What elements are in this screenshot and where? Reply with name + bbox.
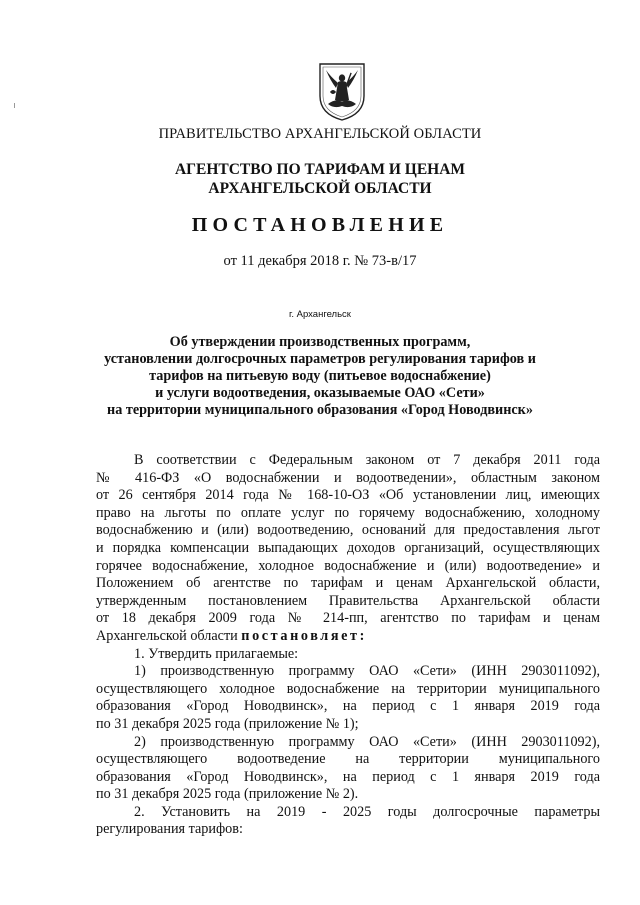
- agency-name: [0, 160, 640, 198]
- body-line: от 26 сентября 2014 года № 168-10-ОЗ «Об установлении лиц, имеющих: [96, 487, 600, 504]
- item-1-2-line: образования «Город Новодвинск», на период с 1 января 2019 года: [96, 768, 600, 785]
- title-line: и услуги водоотведения, оказываемые ОАО «Сети»: [155, 385, 485, 401]
- title-line: Об утверждении производственных программ,: [169, 334, 471, 350]
- scan-margin-mark: [14, 103, 15, 108]
- title-line: на территории муниципального образования «Город Новодвинск»: [107, 402, 533, 418]
- body-line: Положением об агентстве по тарифам и ценам Архангельской области,: [96, 575, 600, 592]
- title-line: тарифов на питьевую воду (питьевое водоснабжение): [149, 368, 491, 384]
- document-title: [0, 334, 640, 419]
- item-2-line: 2. Установить на 2019 - 2025 годы долгосрочные параметры: [134, 803, 600, 820]
- body-line: право на льготы по оплате услуг по горячему водоснабжению, холодному: [96, 504, 600, 521]
- government-name: ПРАВИТЕЛЬСТВО АРХАНГЕЛЬСКОЙ ОБЛАСТИ: [158, 126, 482, 142]
- agency-name-line: АРХАНГЕЛЬСКОЙ ОБЛАСТИ: [208, 180, 432, 197]
- body-line: горячее водоснабжение, холодное водоснабжение и (или) водоотведение» и: [96, 557, 600, 574]
- item-1-1-line: 1) производственную программу ОАО «Сети» (ИНН 2903011092),: [134, 663, 600, 680]
- document-date-number: от 11 декабря 2018 г. № 73-в/17: [223, 253, 417, 269]
- item-1-2-line: по 31 декабря 2025 года (приложение № 2).: [96, 786, 359, 803]
- coat-of-arms-icon: [316, 62, 368, 122]
- item-1-2-line: 2) производственную программу ОАО «Сети» (ИНН 2903011092),: [134, 733, 600, 750]
- body-line-resolves: [96, 628, 600, 646]
- document-body: [96, 452, 600, 839]
- agency-name-line: АГЕНТСТВО ПО ТАРИФАМ И ЦЕНАМ: [174, 161, 466, 178]
- body-line: утвержденным постановлением Правительства Архангельской области: [96, 592, 600, 609]
- document-city: г. Архангельск: [289, 309, 351, 320]
- body-line: В соответствии с Федеральным законом от 7 декабря 2011 года: [134, 452, 600, 468]
- item-1: 1. Утвердить прилагаемые:: [134, 645, 299, 662]
- title-line: установлении долгосрочных параметров регулирования тарифов и: [104, 351, 536, 367]
- item-1-1-line: образования «Город Новодвинск», на период с 1 января 2019 года: [96, 698, 600, 715]
- item-1-1-line: по 31 декабря 2025 года (приложение № 1);: [96, 715, 359, 732]
- resolves-word: постановляет:: [241, 627, 367, 644]
- body-line: и порядка компенсации выпадающих доходов организаций, осуществляющих: [96, 539, 600, 556]
- body-line: водоснабжению и (или) водоотведению, оснований для предоставления льгот: [96, 522, 600, 539]
- body-line: № 416-ФЗ «О водоснабжении и водоотведении», областным законом: [96, 469, 600, 486]
- document-type: ПОСТАНОВЛЕНИЕ: [191, 214, 449, 236]
- item-1-2-line: осуществляющего водоотведение на территории муниципального: [96, 751, 600, 768]
- item-2-line: регулирования тарифов:: [96, 821, 243, 838]
- body-line: от 18 декабря 2009 года № 214-пп, агентство по тарифам и ценам: [96, 610, 600, 627]
- item-1-1-line: осуществляющего холодное водоснабжение на территории муниципального: [96, 680, 600, 697]
- region-name: Архангельской области: [96, 627, 238, 644]
